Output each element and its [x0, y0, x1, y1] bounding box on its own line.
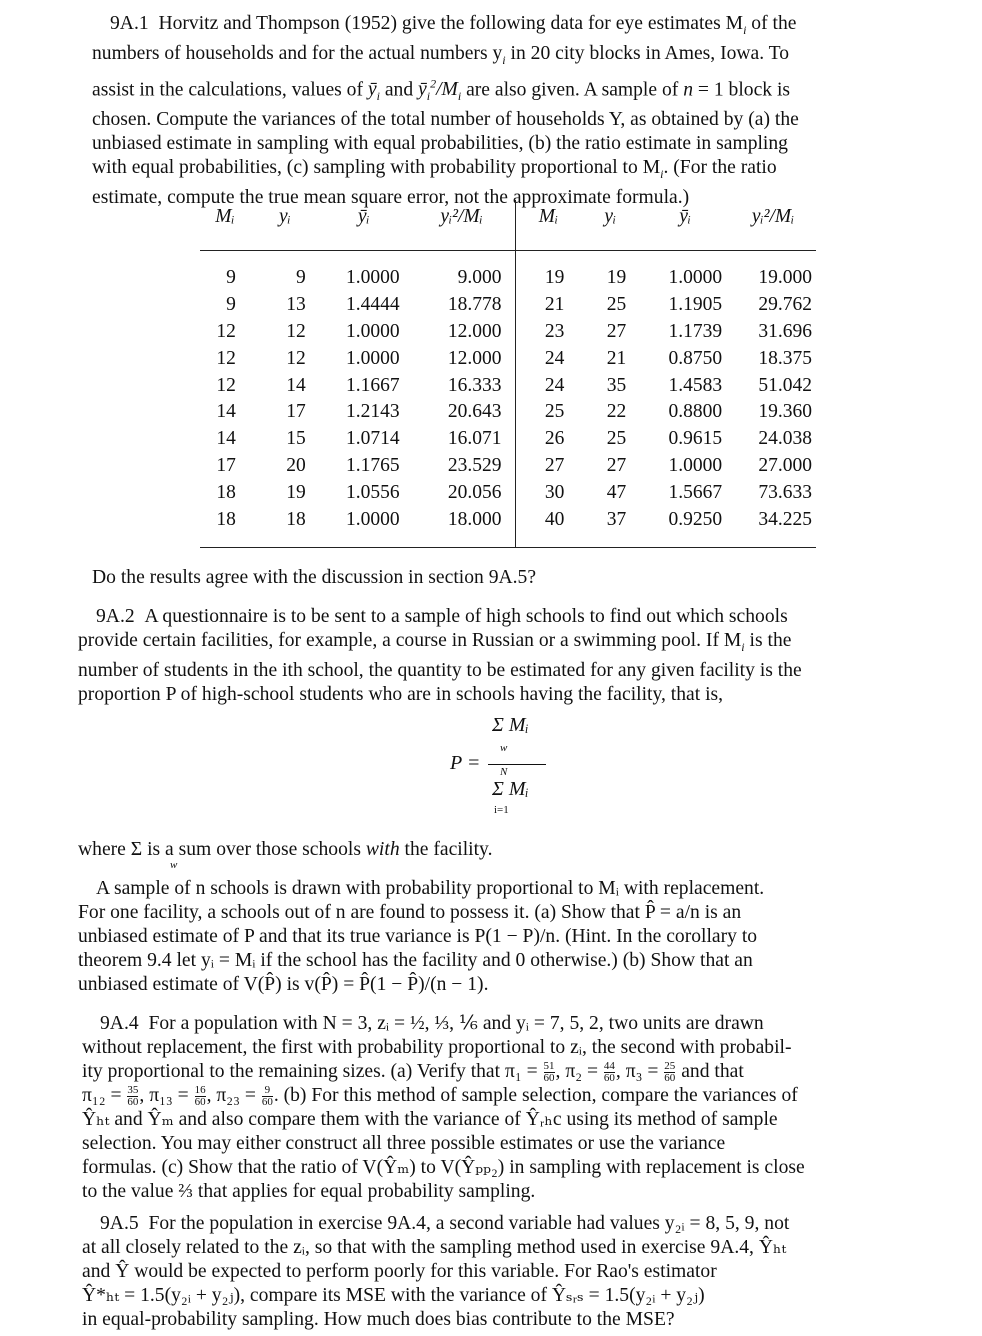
col-header: yᵢ²/Mᵢ [408, 200, 516, 251]
exercise-9a5-line3: and Ŷ would be expected to perform poorly for this variable. For Rao's estimator [82, 1261, 717, 1282]
table-cell: 24 [544, 347, 565, 369]
formula-denominator-top: N [500, 766, 508, 778]
formula-numerator-sub: w [500, 742, 508, 754]
table-header-row [200, 200, 816, 251]
table-cell: 23 [544, 320, 565, 342]
table-cell: 1.4583 [668, 374, 723, 396]
table-spacer [200, 533, 816, 548]
table-cell: 12 [216, 320, 236, 342]
table-cell: 15 [286, 428, 306, 450]
exercise-9a4-line4 [82, 1084, 922, 1108]
text: and that [676, 1061, 744, 1082]
table-cell: 14 [216, 428, 236, 450]
table-cell: 29.762 [758, 294, 812, 316]
table-cell: 18.000 [408, 506, 516, 533]
table-cell: 0.8800 [668, 401, 723, 423]
table-cell: 35 [606, 374, 627, 396]
table-cell: 12 [286, 347, 306, 369]
table-cell: 0.8750 [668, 347, 723, 369]
table-row [200, 372, 816, 399]
table-row [200, 345, 816, 372]
table-cell: 12 [216, 347, 236, 369]
sum-symbol: Σ [130, 839, 143, 860]
table-cell: 1.0556 [346, 481, 400, 503]
text: is the [744, 630, 792, 651]
table-cell: 21 [544, 294, 565, 316]
formula-denominator: Σ Mᵢ [492, 778, 529, 800]
text: , π₂ = [555, 1061, 603, 1082]
table-cell: 1.0714 [346, 428, 400, 450]
fraction: $\frac{16}{60}$ [194, 1084, 206, 1108]
col-header: yᵢ [580, 200, 640, 251]
table-row [200, 319, 816, 346]
table-cell: 16.071 [408, 426, 516, 453]
spacer-cell [200, 533, 408, 548]
col-header: yᵢ [250, 200, 320, 251]
col-header: yᵢ²/Mᵢ [730, 200, 816, 251]
table-cell: 0.9250 [668, 508, 723, 530]
exercise-9a5-line1 [82, 1212, 922, 1236]
table-cell: 19 [606, 267, 627, 289]
formula-bar [488, 764, 546, 765]
table-cell: 1.1667 [346, 374, 400, 396]
exercise-label: 9A.1 [110, 13, 149, 34]
table-cell: 13 [286, 294, 306, 316]
exercise-9a4-line5: Ŷₕₜ and Ŷₘ and also compare them with the variance of Ŷᵣₕc using its method of sample [82, 1109, 778, 1130]
table-cell: 21 [606, 347, 627, 369]
table-cell: 19.360 [758, 401, 812, 423]
where-sum-sub: w [170, 859, 178, 871]
table-cell: 23.529 [408, 453, 516, 480]
col-header: ȳᵢ [320, 200, 408, 251]
text: For a population with N = 3, zᵢ = ½, ⅓, ⅙ and yᵢ = 7, 5, 2, two units are drawn [148, 1013, 764, 1034]
fraction: $\frac{44}{60}$ [603, 1060, 615, 1084]
table-spacer [200, 251, 816, 266]
exercise-9a4-line7: formulas. (c) Show that the ratio of V(Ŷₘ) to V(Ŷₚₚ₂) in sampling with replacement is close [82, 1157, 805, 1178]
table-cell: 12.000 [408, 345, 516, 372]
table-cell: 1.0000 [668, 267, 723, 289]
spacer-cell [516, 533, 816, 548]
exercise-9a2-line3: number of students in the ith school, the quantity to be estimated for any given facility is the [78, 659, 802, 681]
exercise-9a4-line1 [82, 1012, 922, 1036]
table-cell: 27 [544, 454, 565, 476]
table-cell: 17 [216, 454, 236, 476]
exercise-9a5-line5: in equal-probability sampling. How much does bias contribute to the MSE? [82, 1309, 675, 1330]
table-cell: 18.375 [758, 347, 812, 369]
exercise-9a1-line6: with equal probabilities, (c) sampling with probability proportional to $M_i$. (For the ratio [92, 157, 777, 182]
table-cell: 31.696 [758, 320, 812, 342]
table-row [200, 426, 816, 453]
table-cell: 22 [606, 401, 627, 423]
exercise-9a5-line4: Ŷ*ₕₜ = 1.5(y₂ᵢ + y₂ⱼ), compare its MSE with the variance of Ŷₛᵣₛ = 1.5(y₂ᵢ + y₂ⱼ) [82, 1285, 705, 1306]
text: provide certain facilities, for example, a course in Russian or a swimming pool. If M [78, 630, 742, 651]
table-cell: 25 [544, 401, 565, 423]
table-cell: 20.643 [408, 399, 516, 426]
table-cell: 34.225 [758, 508, 812, 530]
table-row [200, 399, 816, 426]
exercise-9a4-line8: to the value ⅔ that applies for equal probability sampling. [82, 1181, 536, 1202]
formula-denominator-sub: i=1 [494, 804, 509, 816]
table-cell: 73.633 [758, 481, 812, 503]
exercise-label: 9A.4 [100, 1013, 139, 1034]
table-cell: 24.038 [758, 428, 812, 450]
table-cell: 47 [606, 481, 627, 503]
text: of the [746, 13, 797, 34]
table-cell: 37 [606, 508, 627, 530]
text: is a sum over those schools [142, 839, 366, 860]
table-cell: 51.042 [758, 374, 812, 396]
text: π₁₂ = [82, 1085, 127, 1106]
text: block is [723, 79, 791, 101]
table-cell: 27.000 [758, 454, 812, 476]
exercise-9a5 [82, 1212, 922, 1332]
text: . (b) For this method of sample selection, compare the variances of [273, 1085, 798, 1106]
table-cell: 26 [544, 428, 565, 450]
table-cell: 1.0000 [346, 267, 400, 289]
table-cell: 30 [544, 481, 565, 503]
table-cell: 9 [226, 294, 236, 316]
table-cell: 1.0000 [668, 454, 723, 476]
col-header: Mᵢ [200, 200, 250, 251]
exercise-9a1 [92, 12, 932, 210]
exercise-9a1-line3: assist in the calculations, values of $ȳ_i$ and $ȳ_i^2/M_i$ are also given. A sample of n = 1 block is [92, 76, 791, 104]
text: the facility. [399, 839, 493, 860]
text: , π₃ = [615, 1061, 664, 1082]
exercise-9a2-line1 [78, 605, 926, 629]
formula-numerator: Σ Mᵢ [492, 714, 529, 736]
table-cell: 1.2143 [346, 401, 400, 423]
table-cell: 27 [606, 454, 627, 476]
text: where [78, 839, 131, 860]
text: numbers of households and for the actual numbers y [92, 42, 503, 64]
text: in 20 city blocks in Ames, Iowa. To [505, 42, 790, 64]
exercise-9a4 [82, 1012, 922, 1204]
col-header: Mᵢ [516, 200, 580, 251]
text: Horvitz and Thompson (1952) give the following data for eye estimates M [158, 13, 744, 34]
table-cell: 18.778 [408, 292, 516, 319]
table-cell: 20 [286, 454, 306, 476]
exercise-9a2-line4: proportion P of high-school students who are in schools having the facility, that is, [78, 683, 724, 705]
line: unbiased estimate of P and that its true variance is P(1 − P)/n. (Hint. In the corollary to [78, 926, 758, 947]
fraction: $\frac{9}{60}$ [261, 1084, 273, 1108]
table-cell: 19 [286, 481, 306, 503]
table-cell: 1.0000 [346, 320, 400, 342]
exercise-9a1-line5: unbiased estimate in sampling with equal probabilities, (b) the ratio estimate in sampling [92, 133, 788, 155]
formula-p [450, 712, 590, 822]
exercise-9a4-line3 [82, 1060, 922, 1084]
exercise-9a4-line2: without replacement, the first with probability proportional to zᵢ, the second with probabil- [82, 1037, 792, 1058]
exercise-label: 9A.2 [96, 606, 135, 627]
table-cell: 25 [606, 428, 627, 450]
text: A questionnaire is to be sent to a sample of high schools to find out which schools [144, 606, 788, 627]
exercise-9a5-line2: at all closely related to the zᵢ, so that with the sampling method used in exercise 9A.4, Ŷₕₜ [82, 1237, 787, 1258]
where-line [78, 838, 493, 871]
text: are also given. A sample of [461, 79, 684, 101]
table-cell: 12 [216, 374, 236, 396]
table-row [200, 265, 816, 292]
table-cell: 40 [544, 508, 565, 530]
table-cell: 14 [216, 401, 236, 423]
exercise-9a1-line4: chosen. Compute the variances of the total number of households Y, as obtained by (a) the [92, 109, 799, 131]
table-cell: 12 [286, 320, 306, 342]
text: . (For the ratio [663, 157, 777, 179]
exercise-9a1-line1: 9A.1 Horvitz and Thompson (1952) give the following data for eye estimates $M_i$ of the [110, 13, 797, 37]
fraction: $\frac{51}{60}$ [543, 1060, 555, 1084]
table-cell: 16.333 [408, 372, 516, 399]
table-row [200, 506, 816, 533]
line: For one facility, a schools out of n are found to possess it. (a) Show that P̂ = a/n is an [78, 902, 742, 923]
table-row [200, 479, 816, 506]
spacer-cell [408, 533, 516, 548]
table-cell: 20.056 [408, 479, 516, 506]
table-cell: 19 [544, 267, 565, 289]
table-cell: 0.9615 [668, 428, 723, 450]
formula-lhs: P = [450, 752, 481, 774]
data-table [200, 200, 816, 548]
table-cell: 1.1765 [346, 454, 400, 476]
table-cell: 1.1739 [668, 320, 723, 342]
table-cell: 19.000 [758, 267, 812, 289]
table-cell: 1.0000 [346, 347, 400, 369]
text: and [379, 79, 419, 101]
exercise-9a1-line2: numbers of households and for the actual numbers $y_i$ in 20 city blocks in Ames, Iowa. To [92, 42, 790, 67]
exercise-9a4-line6: selection. You may either construct all three possible estimates or use the variance [82, 1133, 726, 1154]
table-row [200, 453, 816, 480]
fraction: $\frac{35}{60}$ [127, 1084, 139, 1108]
table-cell: 9.000 [408, 265, 516, 292]
col-header: ȳᵢ [640, 200, 730, 251]
fraction: $\frac{25}{60}$ [664, 1060, 676, 1084]
text: , π₁₃ = [139, 1085, 194, 1106]
table-cell: 1.5667 [668, 481, 723, 503]
table-cell: 18 [286, 508, 306, 530]
text: ity proportional to the remaining sizes. (a) Verify that π₁ = [82, 1061, 543, 1082]
table-cell: 27 [606, 320, 627, 342]
text: For the population in exercise 9A.4, a second variable had values y₂ᵢ = 8, 5, 9, not [148, 1213, 790, 1234]
after-table-question: Do the results agree with the discussion in section 9A.5? [92, 567, 537, 588]
table-cell: 14 [286, 374, 306, 396]
exercise-label: 9A.5 [100, 1213, 139, 1234]
exercise-9a2 [78, 605, 926, 707]
table-cell: 1.4444 [346, 294, 400, 316]
table-cell: 17 [286, 401, 306, 423]
exercise-9a2-line2: provide certain facilities, for example, a course in Russian or a swimming pool. If $M_i$ is the [78, 630, 792, 654]
line: unbiased estimate of V(P̂) is v(P̂) = P̂(1 − P̂)/(n − 1). [78, 974, 489, 995]
text: assist in the calculations, values of [92, 79, 368, 101]
text: with [365, 839, 400, 860]
table-cell: 24 [544, 374, 565, 396]
table-cell: 9 [226, 267, 236, 289]
table-row [200, 292, 816, 319]
table-cell: 1.0000 [346, 508, 400, 530]
line: A sample of n schools is drawn with probability proportional to Mᵢ with replacement. [96, 878, 765, 899]
exercise-9a1-line7: estimate, compute the true mean square error, not the approximate formula.) [92, 187, 690, 209]
text: , π₂₃ = [206, 1085, 261, 1106]
line: theorem 9.4 let yᵢ = Mᵢ if the school has the facility and 0 otherwise.) (b) Show that an [78, 950, 753, 971]
table-cell: 25 [606, 294, 627, 316]
table-cell: 18 [216, 481, 236, 503]
table-cell: 18 [216, 508, 236, 530]
table-cell: 12.000 [408, 319, 516, 346]
text: with equal probabilities, (c) sampling with probability proportional to M [92, 157, 661, 179]
table-cell: 1.1905 [668, 294, 723, 316]
exercise-9a2-continued [78, 877, 926, 997]
table-cell: 9 [296, 267, 306, 289]
